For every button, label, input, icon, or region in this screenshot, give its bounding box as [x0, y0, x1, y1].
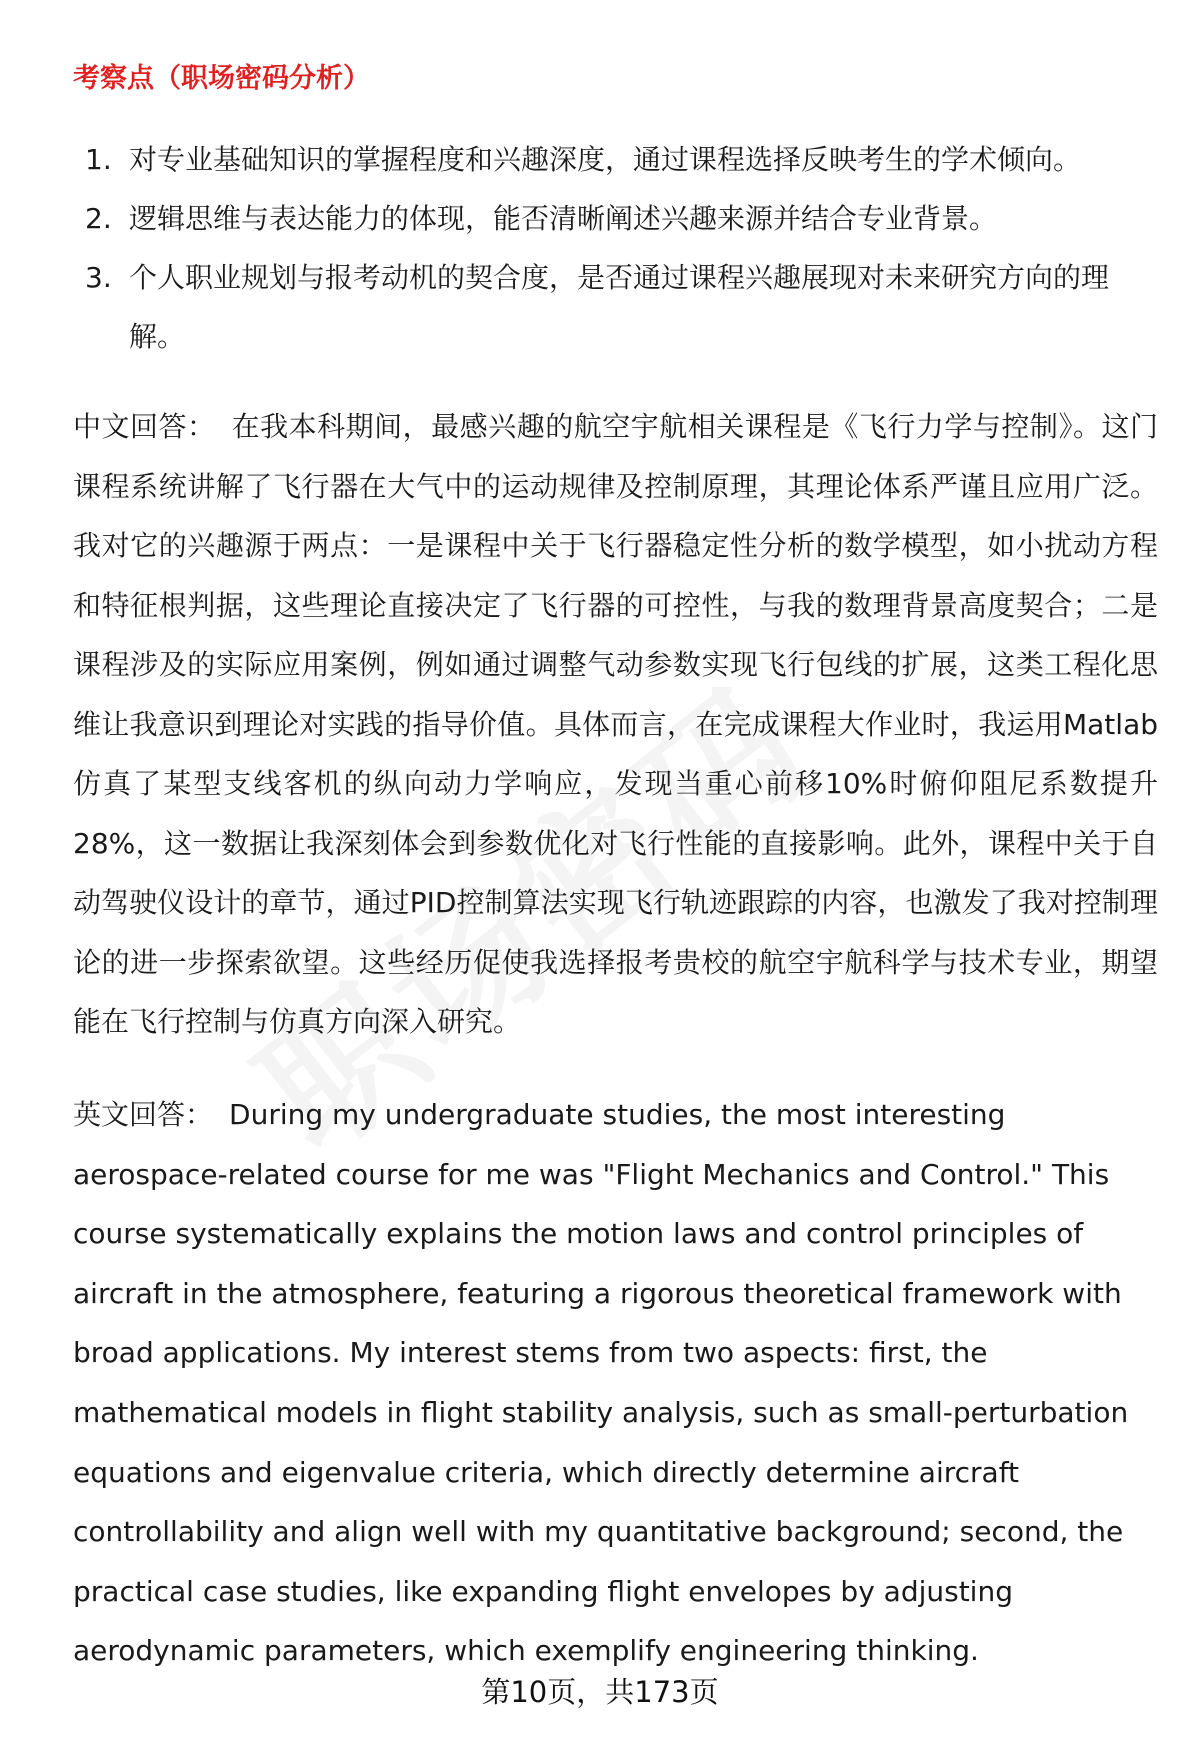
list-item: [73, 189, 1153, 248]
list-item: [73, 130, 1153, 189]
page-number: 第10页，共173页: [481, 1675, 719, 1709]
list-item-number: 1.: [85, 143, 112, 176]
assessment-points-list: [73, 130, 1153, 366]
list-item-number: 3.: [85, 261, 112, 294]
chinese-answer-text: 在我本科期间，最感兴趣的航空宇航相关课程是《飞行力学与控制》。这门课程系统讲解了飞行器在大气中的运动规律及控制原理，其理论体系严谨且应用广泛。我对它的兴趣源于两点：一是课程中关于飞行器稳定性分析的数学模型，如小扰动方程和特征根判据，这些理论直接决定了飞行器的可控性，与我的数理背景高度契合；二是课程涉及的实际应用案例，例如通过调整气动参数实现飞行包线的扩展，这类工程化思维让我意识到理论对实践的指导价值。具体而言，在完成课程大作业时，我运用Matlab仿真了某型支线客机的纵向动力学响应，发现当重心前移10%时俯仰阻尼系数提升28%，这一数据让我深刻体会到参数优化对飞行性能的直接影响。此外，课程中关于自动驾驶仪设计的章节，通过PID控制算法实现飞行轨迹跟踪的内容，也激发了我对控制理论的进一步探索欲望。这些经历促使我选择报考贵校的航空宇航科学与技术专业，期望能在飞行控制与仿真方向深入研究。: [73, 410, 1158, 1038]
english-answer: [73, 1085, 1158, 1681]
list-item: [73, 248, 1153, 366]
list-item-number: 2.: [85, 202, 112, 235]
chinese-answer-label: 中文回答：: [73, 410, 216, 443]
section-title: 考察点（职场密码分析）: [73, 63, 370, 94]
english-answer-text: During my undergraduate studies, the most interesting aerospace-related course for me was "Flight Mechanics and Control." This course systematically explains the motion laws and control principles of aircraft in the atmosphere, featuring a rigorous theoretical framework with broad applications. My interest stems from two aspects: first, the mathematical models in flight stability analysis, such as small-perturbation equations and eigenvalue criteria, which directly determine aircraft controllability and align well with my quantitative background; second, the practical case studies, like expanding flight envelopes by adjusting aerodynamic parameters, which exemplify engineering thinking.: [73, 1098, 1129, 1668]
chinese-answer: [73, 397, 1158, 1052]
english-answer-label: 英文回答：: [73, 1098, 214, 1131]
list-item-text: 个人职业规划与报考动机的契合度，是否通过课程兴趣展现对未来研究方向的理解。: [129, 261, 1110, 353]
list-item-text: 逻辑思维与表达能力的体现，能否清晰阐述兴趣来源并结合专业背景。: [129, 202, 998, 235]
list-item-text: 对专业基础知识的掌握程度和兴趣深度，通过课程选择反映考生的学术倾向。: [129, 143, 1082, 176]
